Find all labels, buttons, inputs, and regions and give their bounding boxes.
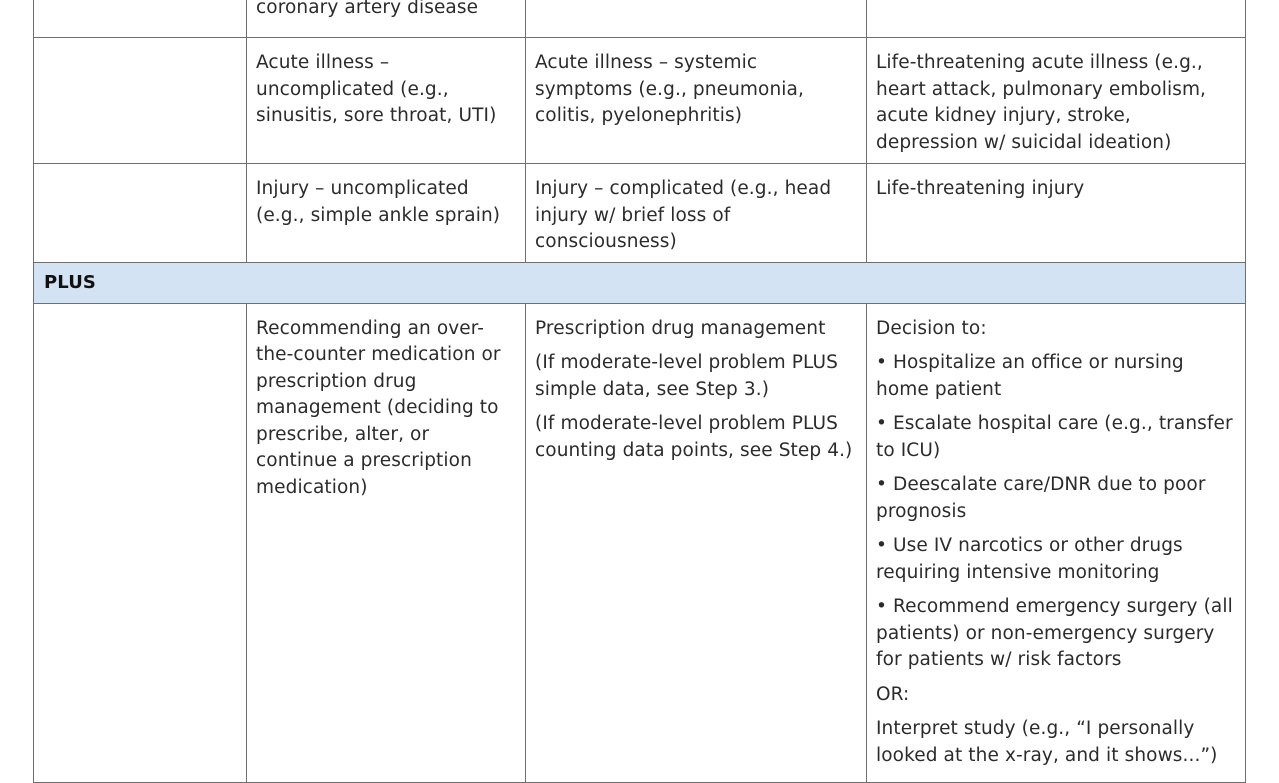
table-cell bbox=[34, 38, 247, 164]
bullet-item: • Deescalate care/DNR due to poor prognosis bbox=[876, 474, 1206, 522]
cell-paragraph: OR: bbox=[876, 683, 910, 705]
table-row bbox=[34, 164, 1246, 263]
bullet-item: • Recommend emergency surgery (all patients) or non-emergency surgery for patients w/ risk factors bbox=[876, 596, 1233, 670]
cell-paragraph: (If moderate-level problem PLUS simple data, see Step 3.) bbox=[535, 352, 839, 400]
cell-paragraph: Decision to: bbox=[876, 317, 987, 339]
table-cell bbox=[867, 303, 1246, 782]
bullet-item: • Hospitalize an office or nursing home patient bbox=[876, 352, 1184, 400]
table-cell bbox=[526, 303, 867, 782]
table-row bbox=[34, 38, 1246, 164]
risk-table bbox=[33, 0, 1246, 783]
cell-text: coronary artery disease bbox=[256, 0, 479, 18]
table-cell: Injury – complicated (e.g., head injury w/ brief loss of consciousness) bbox=[526, 164, 867, 263]
bullet-item: • Escalate hospital care (e.g., transfer to ICU) bbox=[876, 413, 1233, 461]
cell-paragraph: Interpret study (e.g., “I personally looked at the x-ray, and it shows...”) bbox=[876, 718, 1218, 766]
cell-paragraph: (If moderate-level problem PLUS counting data points, see Step 4.) bbox=[535, 413, 853, 461]
table-cell bbox=[34, 0, 247, 38]
table-cell bbox=[34, 164, 247, 263]
plus-section-row bbox=[34, 262, 1246, 303]
table-cell: Recommending an over-the-counter medication or prescription drug management (deciding to prescribe, alter, or continue a prescription medication) bbox=[247, 303, 526, 782]
table-cell bbox=[867, 0, 1246, 38]
table-cell: Acute illness – systemic symptoms (e.g., pneumonia, colitis, pyelonephritis) bbox=[526, 38, 867, 164]
table-cell: Acute illness – uncomplicated (e.g., sinusitis, sore throat, UTI) bbox=[247, 38, 526, 164]
table-cell: Life-threatening injury bbox=[867, 164, 1246, 263]
table-cell bbox=[34, 303, 247, 782]
table-cell bbox=[247, 0, 526, 38]
cell-paragraph: Prescription drug management bbox=[535, 317, 826, 339]
table-cell bbox=[526, 0, 867, 38]
table-row bbox=[34, 0, 1246, 38]
table-cell: Injury – uncomplicated (e.g., simple ankle sprain) bbox=[247, 164, 526, 263]
plus-label: PLUS bbox=[34, 262, 1246, 303]
table-cell: Life-threatening acute illness (e.g., heart attack, pulmonary embolism, acute kidney injury, stroke, depression w/ suicidal ideation) bbox=[867, 38, 1246, 164]
bullet-item: • Use IV narcotics or other drugs requiring intensive monitoring bbox=[876, 535, 1183, 583]
table-row bbox=[34, 303, 1246, 782]
